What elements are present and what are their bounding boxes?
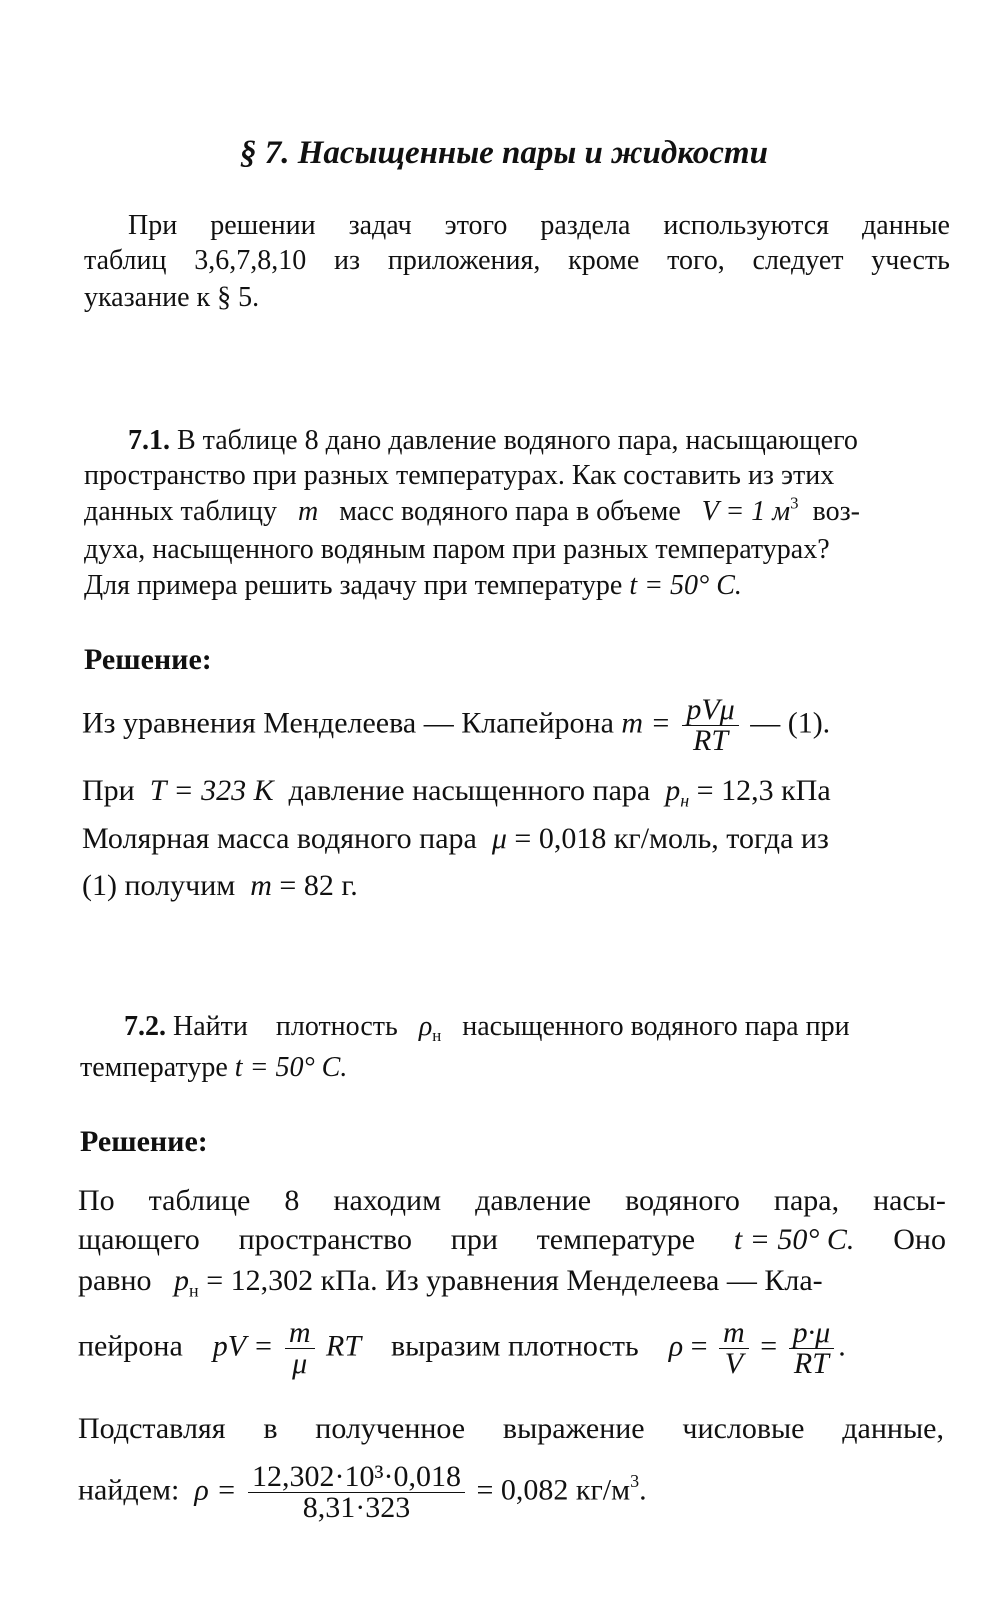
problem-7-1-line-4: духа, насыщенного водяным паром при разных температурах? — [84, 534, 830, 565]
intro-line-1: При решении задач этого раздела используются данные — [128, 210, 950, 241]
solution-heading-2: Решение: — [80, 1125, 208, 1158]
intro-line-3: указание к § 5. — [84, 282, 260, 313]
formula-p-mu-over-rt: $\frac{p\cdot\mu}{RT}$ — [789, 1318, 835, 1379]
solution-7-1-line-2: При T = 323 К давление насыщенного пара $p_н = 12,3$ кПа — [82, 774, 831, 811]
problem-7-2-line-2: температуре t = 50° С. — [80, 1052, 348, 1083]
solution-7-1-line-1: Из уравнения Менделеева — Клапейрона m = $\frac{\text{pVμ}}{RT}$ — (1). — [82, 693, 831, 757]
formula-m-over-v: $\frac{m}{V}$ — [719, 1318, 749, 1379]
solution-7-1-line-3: Молярная масса водяного пара μ = 0,018 кг/моль, тогда из — [82, 822, 829, 855]
formula-mass-fraction: $\frac{\text{pVμ}}{RT}$ — [682, 695, 738, 756]
problem-7-2-line-1: 7.2. Найти плотность $\rho_н$ насыщенного водяного пара при — [124, 1011, 850, 1045]
solution-7-2-line-1: По таблице 8 находим давление водяного пара, насы- — [78, 1184, 946, 1217]
solution-heading-1: Решение: — [84, 643, 212, 676]
solution-7-2-line-3: равно $p_н = 12,302$ кПа. Из уравнения Менделеева — Кла- — [78, 1264, 823, 1301]
problem-7-1-line-3: данных таблицу m масс водяного пара в объеме V = 1 $м^3$ воз- — [84, 493, 860, 527]
solution-7-2-line-4: пейрона pV = $\frac{m}{\mu}$ RT выразим плотность ρ = $\frac{m}{V}$ = $\frac{p\cdot\mu}{RT}$ . — [78, 1316, 846, 1380]
solution-7-2-line-5: Подставляя в полученное выражение числовые данные, — [78, 1412, 944, 1445]
solution-7-2-line-6: найдем: ρ = $\frac{\text{12,302·10³·0,018}}{8,31\cdot 323}$ = 0,082 $кг/м^3$. — [78, 1460, 647, 1524]
solution-7-1-line-4: (1) получим m = 82 г. — [82, 869, 358, 902]
intro-line-2: таблиц 3,6,7,8,10 из приложения, кроме того, следует учесть — [84, 245, 950, 276]
problem-7-1-line-5: Для примера решить задачу при температуре t = 50° С. — [84, 570, 742, 601]
problem-number: 7.1. — [128, 425, 170, 456]
formula-density-calculation: $\frac{\text{12,302·10³·0,018}}{8,31\cdot 323}$ — [248, 1462, 465, 1523]
section-title: § 7. Насыщенные пары и жидкости — [240, 135, 768, 171]
problem-7-1-line-1: 7.1. В таблице 8 дано давление водяного пара, насыщающего — [128, 425, 858, 456]
formula-m-over-mu: $\frac{m}{\mu}$ — [285, 1318, 315, 1379]
problem-7-1-line-2: пространство при разных температурах. Как составить из этих — [84, 460, 835, 491]
solution-7-2-line-2: щающего пространство при температуре t = 50° С. Оно — [78, 1223, 946, 1256]
problem-number: 7.2. — [124, 1011, 166, 1042]
